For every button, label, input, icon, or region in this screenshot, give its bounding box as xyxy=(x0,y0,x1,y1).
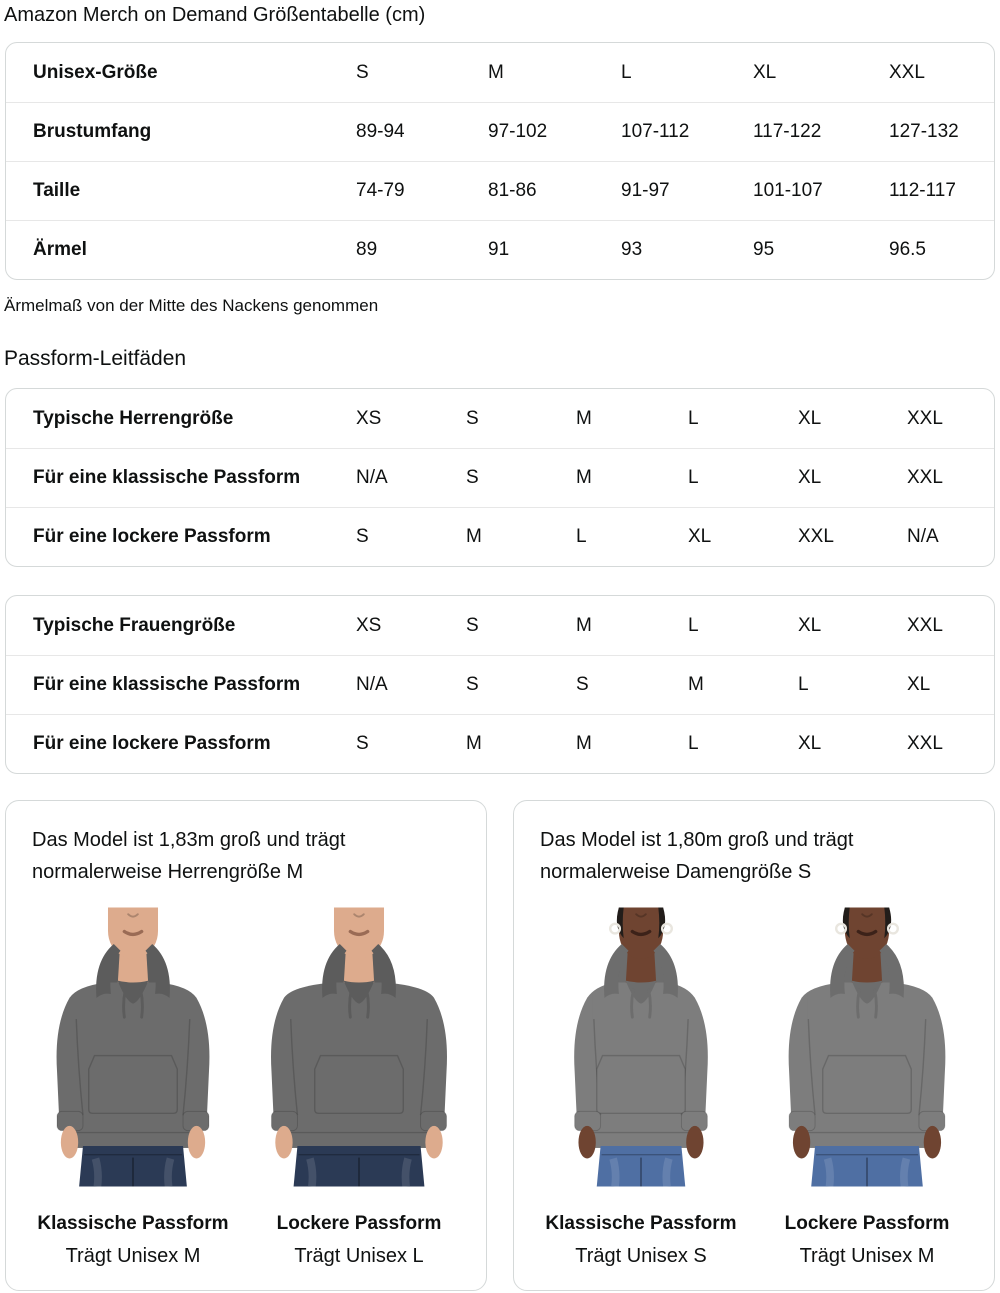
size-cell: 127-132 xyxy=(889,121,959,142)
table-row xyxy=(6,161,994,220)
size-cell: S xyxy=(466,614,479,636)
size-cell: XXL xyxy=(798,526,834,547)
fit-label: Lockere Passform xyxy=(276,1213,442,1234)
fit-label: Klassische Passform xyxy=(37,1213,229,1234)
model-caption xyxy=(540,1213,742,1268)
size-cell: XXL xyxy=(907,407,943,429)
size-cell: S xyxy=(356,526,369,547)
mens-model-card xyxy=(5,800,487,1291)
size-cell: L xyxy=(576,526,587,547)
size-cell: L xyxy=(621,61,632,83)
model-photo xyxy=(540,900,742,1192)
size-worn-label: Trägt Unisex M xyxy=(799,1245,935,1267)
size-cell: 74-79 xyxy=(356,180,405,201)
size-cell: S xyxy=(466,407,479,429)
model-photo xyxy=(258,900,460,1192)
model-cards-row xyxy=(5,800,995,1291)
model-caption xyxy=(766,1213,968,1268)
table-row xyxy=(6,102,994,161)
size-cell: XL xyxy=(907,674,931,695)
size-cell: XXL xyxy=(907,733,943,754)
model-figure xyxy=(258,900,460,1268)
hoodie-model-illustration xyxy=(540,900,742,1192)
size-cell: M xyxy=(466,526,482,547)
size-cell: XXL xyxy=(907,467,943,488)
size-cell: N/A xyxy=(356,674,388,695)
size-cell: L xyxy=(688,733,699,754)
size-worn-label: Trägt Unisex S xyxy=(575,1245,707,1267)
row-label: Für eine lockere Passform xyxy=(33,526,271,547)
size-cell: 97-102 xyxy=(488,121,548,142)
table-row xyxy=(6,43,994,102)
model-card-description: Das Model ist 1,80m groß und trägt normalerweise Damengröße S xyxy=(540,829,854,883)
size-cell: XL xyxy=(753,61,777,83)
size-cell: L xyxy=(688,467,699,488)
size-cell: M xyxy=(576,614,592,636)
womens-fit-table xyxy=(5,595,995,774)
fit-label: Lockere Passform xyxy=(784,1213,950,1234)
size-cell: 91 xyxy=(488,239,510,260)
size-cell: S xyxy=(356,61,369,83)
size-cell: XL xyxy=(798,614,822,636)
size-cell: L xyxy=(688,614,699,636)
size-cell: M xyxy=(576,467,592,488)
row-label: Für eine klassische Passform xyxy=(33,674,301,695)
page-title: Amazon Merch on Demand Größentabelle (cm) xyxy=(4,4,426,26)
size-cell: 112-117 xyxy=(889,180,956,201)
fit-label: Klassische Passform xyxy=(545,1213,737,1234)
size-cell: 91-97 xyxy=(621,180,670,201)
table-row xyxy=(6,220,994,279)
fit-guides-heading: Passform-Leitfäden xyxy=(4,347,187,370)
sleeve-measure-note: Ärmelmaß von der Mitte des Nackens genommen xyxy=(4,296,379,315)
row-label: Ärmel xyxy=(33,239,87,260)
size-cell: M xyxy=(466,733,482,754)
row-label: Unisex-Größe xyxy=(33,61,158,83)
size-cell: XL xyxy=(798,467,822,488)
size-cell: XS xyxy=(356,614,382,636)
size-cell: M xyxy=(688,674,704,695)
size-cell: M xyxy=(488,61,504,83)
size-cell: N/A xyxy=(356,467,388,488)
unisex-size-table xyxy=(5,42,995,280)
size-cell: XL xyxy=(798,733,822,754)
row-label: Für eine klassische Passform xyxy=(33,467,301,488)
size-cell: M xyxy=(576,407,592,429)
table-row xyxy=(6,596,994,655)
size-cell: XL xyxy=(798,407,822,429)
row-label: Taille xyxy=(33,180,81,201)
size-cell: S xyxy=(466,467,479,488)
size-cell: XL xyxy=(688,526,712,547)
size-cell: 89-94 xyxy=(356,121,405,142)
model-photo xyxy=(32,900,234,1192)
size-cell: S xyxy=(356,733,369,754)
size-cell: L xyxy=(688,407,699,429)
mens-fit-table xyxy=(5,388,995,567)
table-row xyxy=(6,655,994,714)
size-cell: 93 xyxy=(621,239,643,260)
size-cell: XS xyxy=(356,407,382,429)
size-cell: S xyxy=(576,674,589,695)
size-cell: XXL xyxy=(889,61,925,83)
hoodie-model-illustration xyxy=(258,900,460,1192)
size-cell: N/A xyxy=(907,526,939,547)
size-worn-label: Trägt Unisex L xyxy=(294,1245,424,1267)
model-photos-row xyxy=(538,900,970,1268)
model-figure xyxy=(32,900,234,1268)
model-figure xyxy=(766,900,968,1268)
size-cell: 95 xyxy=(753,239,775,260)
model-caption xyxy=(258,1213,460,1268)
row-label: Typische Herrengröße xyxy=(33,407,234,429)
size-cell: 107-112 xyxy=(621,121,690,142)
table-row xyxy=(6,448,994,507)
size-worn-label: Trägt Unisex M xyxy=(65,1245,201,1267)
size-cell: 117-122 xyxy=(753,121,822,142)
model-caption xyxy=(32,1213,234,1268)
size-cell: 81-86 xyxy=(488,180,537,201)
model-photo xyxy=(766,900,968,1192)
model-photos-row xyxy=(30,900,462,1268)
row-label: Brustumfang xyxy=(33,121,152,142)
model-figure xyxy=(540,900,742,1268)
size-cell: XXL xyxy=(907,614,943,636)
womens-model-card xyxy=(513,800,995,1291)
size-cell: 101-107 xyxy=(753,180,823,201)
model-card-description: Das Model ist 1,83m groß und trägt normalerweise Herrengröße M xyxy=(32,829,346,883)
hoodie-model-illustration xyxy=(32,900,234,1192)
row-label: Typische Frauengröße xyxy=(33,614,236,636)
table-row xyxy=(6,389,994,448)
size-cell: S xyxy=(466,674,479,695)
size-cell: 89 xyxy=(356,239,378,260)
size-cell: M xyxy=(576,733,592,754)
row-label: Für eine lockere Passform xyxy=(33,733,271,754)
size-cell: L xyxy=(798,674,809,695)
size-cell: 96.5 xyxy=(889,239,926,260)
table-row xyxy=(6,714,994,773)
table-row xyxy=(6,507,994,566)
hoodie-model-illustration xyxy=(766,900,968,1192)
